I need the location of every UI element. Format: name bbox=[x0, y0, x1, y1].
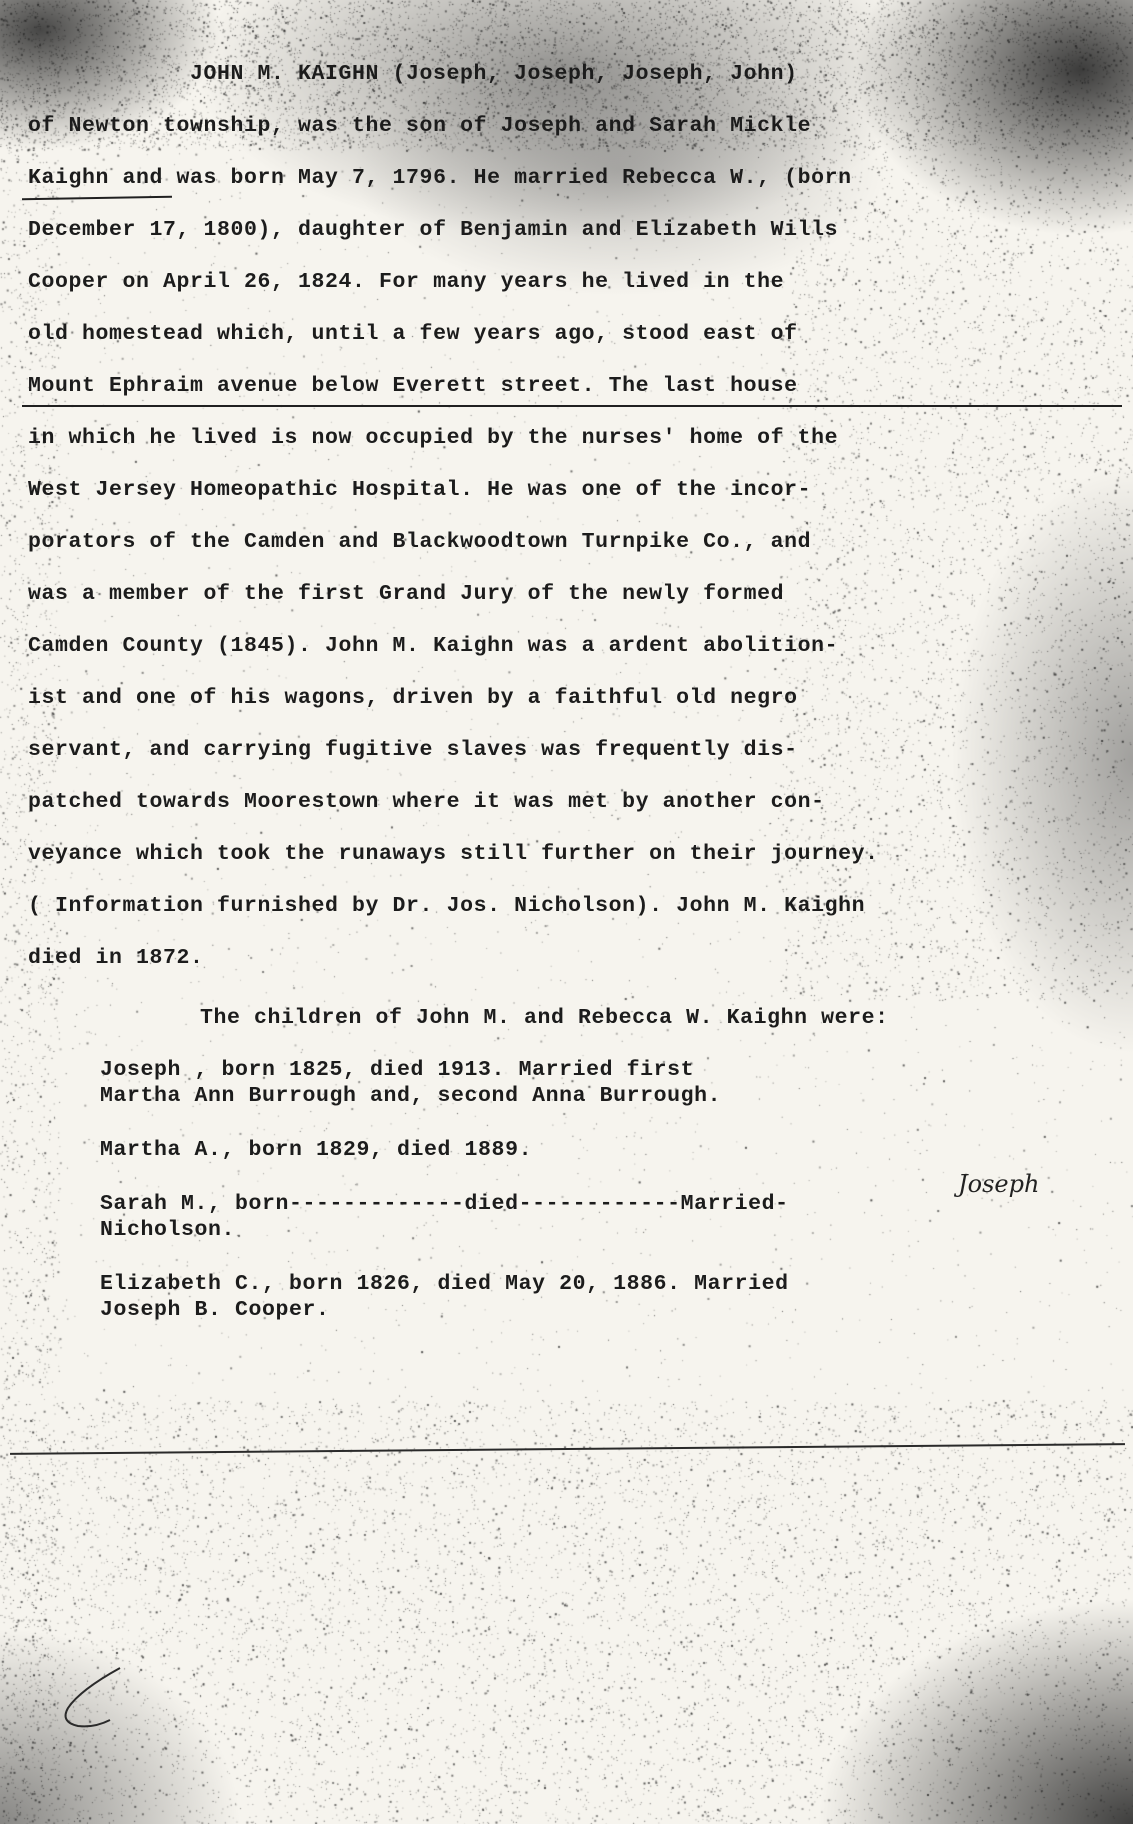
paragraph-line: Mount Ephraim avenue below Everett street. The last house bbox=[28, 374, 798, 398]
paragraph-line: porators of the Camden and Blackwoodtown Turnpike Co., and bbox=[28, 530, 812, 554]
paragraph-line: in which he lived is now occupied by the nurses' home of the bbox=[28, 426, 839, 450]
child-line: Martha A., born 1829, died 1889. bbox=[100, 1138, 533, 1162]
paragraph-line: died in 1872. bbox=[28, 946, 204, 970]
child-line: Joseph , born 1825, died 1913. Married first bbox=[100, 1058, 695, 1082]
paragraph-line: was a member of the first Grand Jury of the newly formed bbox=[28, 582, 785, 606]
paragraph-line: patched towards Moorestown where it was met by another con- bbox=[28, 790, 825, 814]
child-line: Nicholson. bbox=[100, 1218, 236, 1242]
paragraph-line: ( Information furnished by Dr. Jos. Nicholson). John M. Kaighn bbox=[28, 894, 866, 918]
child-line: Martha Ann Burrough and, second Anna Burrough. bbox=[100, 1084, 722, 1108]
paragraph-line: Camden County (1845). John M. Kaighn was a ardent abolition- bbox=[28, 634, 839, 658]
paragraph-line: December 17, 1800), daughter of Benjamin and Elizabeth Wills bbox=[28, 218, 839, 242]
heading-line: JOHN M. KAIGHN (Joseph, Joseph, Joseph, John) bbox=[190, 62, 798, 86]
child-line: Sarah M., born-------------died------------Married- bbox=[100, 1192, 789, 1216]
paragraph-line: servant, and carrying fugitive slaves was frequently dis- bbox=[28, 738, 798, 762]
pen-underline bbox=[22, 405, 1122, 407]
children-intro: The children of John M. and Rebecca W. Kaighn were: bbox=[200, 1006, 889, 1030]
paragraph-line: Cooper on April 26, 1824. For many years he lived in the bbox=[28, 270, 785, 294]
paragraph-line: old homestead which, until a few years ago, stood east of bbox=[28, 322, 798, 346]
stray-pen-mark bbox=[50, 1660, 140, 1740]
handwritten-annotation: Joseph bbox=[958, 1170, 1040, 1198]
paragraph-line: West Jersey Homeopathic Hospital. He was one of the incor- bbox=[28, 478, 812, 502]
paragraph-line: of Newton township, was the son of Joseph and Sarah Mickle bbox=[28, 114, 812, 138]
child-line: Joseph B. Cooper. bbox=[100, 1298, 330, 1322]
paragraph-line: ist and one of his wagons, driven by a faithful old negro bbox=[28, 686, 798, 710]
paragraph-line: Kaighn and was born May 7, 1796. He married Rebecca W., (born bbox=[28, 166, 852, 190]
paragraph-line: veyance which took the runaways still further on their journey. bbox=[28, 842, 879, 866]
child-line: Elizabeth C., born 1826, died May 20, 1886. Married bbox=[100, 1272, 789, 1296]
